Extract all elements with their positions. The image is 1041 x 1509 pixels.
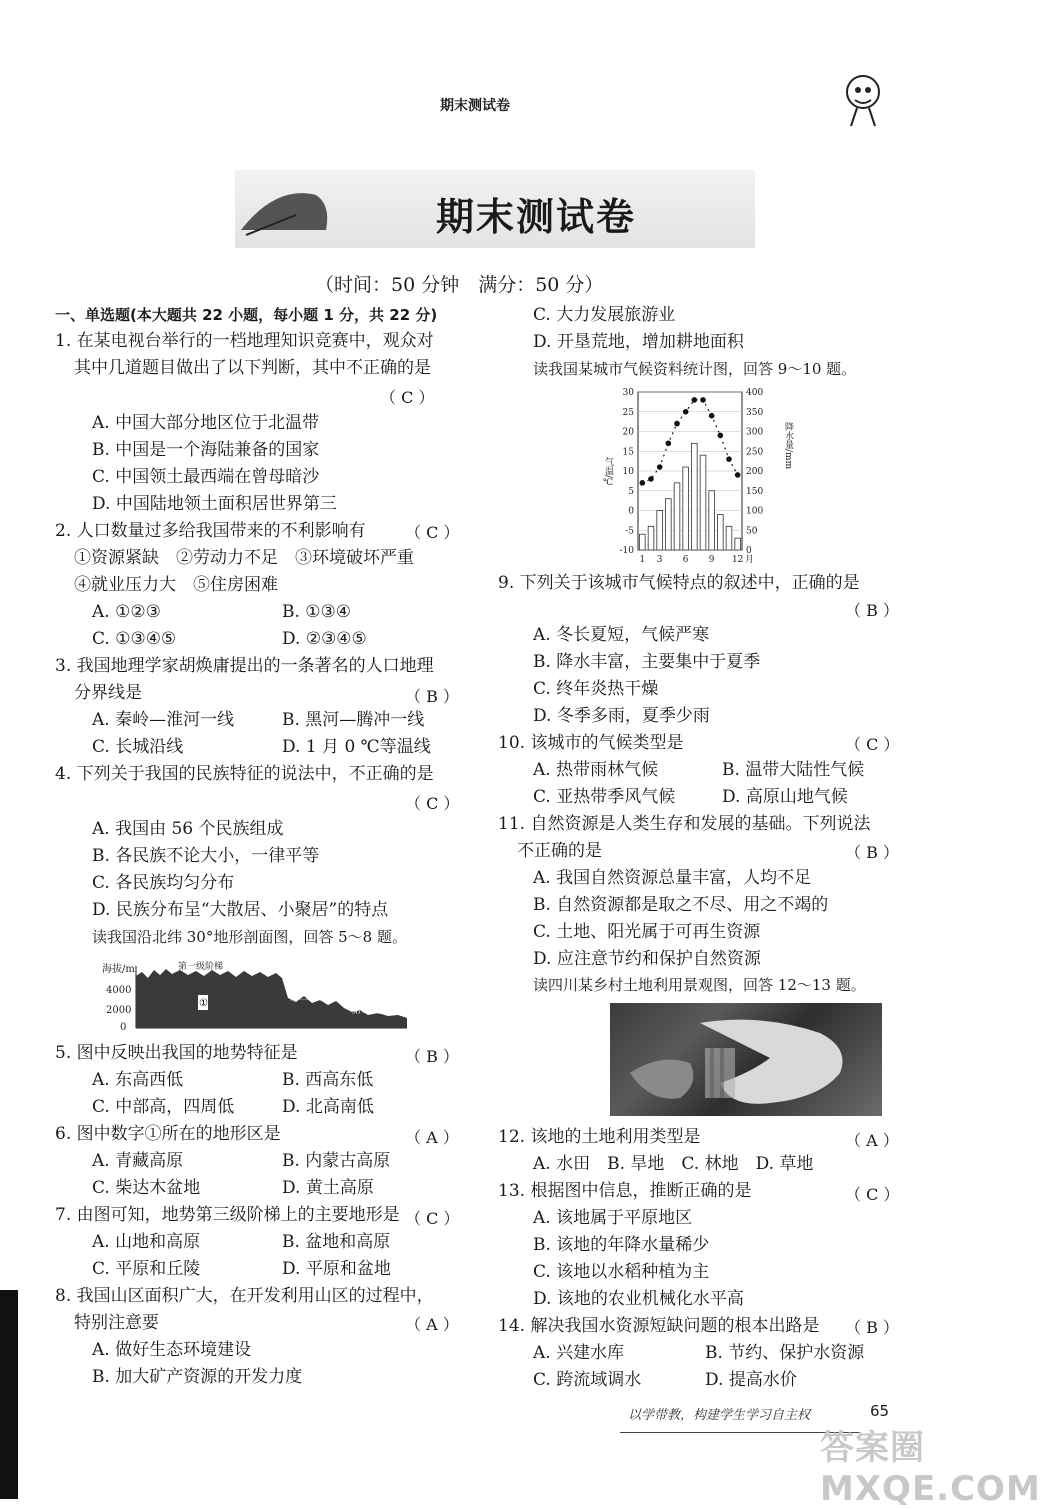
option: D. 应注意节约和保护自然资源 <box>533 949 761 969</box>
answer-mark: （ B ） <box>845 601 899 620</box>
option: B. 节约、保护水资源 <box>705 1343 865 1363</box>
chart-xtick: 1 <box>639 555 646 565</box>
option: A. 山地和高原 <box>92 1232 201 1252</box>
statement-list: ④就业压力大 ⑤住房困难 <box>74 575 278 595</box>
temperature-point <box>640 480 646 486</box>
option: A. 我国由 56 个民族组成 <box>92 819 284 839</box>
precip-bar <box>683 467 689 550</box>
chart-ytick-right: 300 <box>746 427 764 438</box>
question-stem: 10. 该城市的气候类型是 <box>498 733 684 753</box>
option: C. 大力发展旅游业 <box>533 305 676 325</box>
chart-ytick-right: 350 <box>746 407 764 418</box>
figure-caption: 读我国某城市气候资料统计图，回答 9～10 题。 <box>533 360 857 378</box>
precip-bar <box>700 455 706 550</box>
option: A. 兴建水库 <box>533 1343 625 1363</box>
question-stem: 14. 解决我国水资源短缺问题的根本出路是 <box>498 1316 820 1336</box>
answer-mark: （ C ） <box>845 735 900 754</box>
option: B. 各民族不论大小，一律平等 <box>92 846 320 866</box>
chart-ytick-left: 5 <box>628 486 634 497</box>
option: D. 高原山地气候 <box>722 787 848 807</box>
temperature-point <box>674 421 680 427</box>
terrain-profile-figure <box>102 958 412 1033</box>
option: C. 跨流域调水 <box>533 1370 642 1390</box>
answer-mark: （ C ） <box>405 523 460 542</box>
chart-ytick-left: 0 <box>628 506 634 517</box>
option: A. 东高西低 <box>92 1070 184 1090</box>
option: C. 亚热带季风气候 <box>533 787 676 807</box>
statement-list: ①资源紧缺 ②劳动力不足 ③环境破坏严重 <box>74 548 414 568</box>
option: B. ①③④ <box>282 602 352 622</box>
temperature-point <box>666 441 672 447</box>
option: D. 该地的农业机械化水平高 <box>533 1289 744 1309</box>
chart-ytick-right: 0 <box>746 546 752 556</box>
precip-bar <box>674 483 680 550</box>
profile-ytick: 0 <box>120 1022 127 1033</box>
precip-bar <box>666 499 672 550</box>
option: B. 温带大陆性气候 <box>722 760 865 780</box>
option: D. 中国陆地领土面积居世界第三 <box>92 494 337 514</box>
landscape-photo <box>610 1003 882 1116</box>
chart-ytick-left: 20 <box>622 427 634 438</box>
temperature-point <box>700 397 706 403</box>
option: C. 中部高，四周低 <box>92 1097 235 1117</box>
option: C. 柴达木盆地 <box>92 1178 201 1198</box>
option: C. 各民族均匀分布 <box>92 873 235 893</box>
answer-mark: （ C ） <box>405 794 460 813</box>
chart-xtick: 9 <box>708 555 715 565</box>
temperature-point <box>648 476 654 482</box>
chart-ytick-left: -5 <box>625 526 634 537</box>
chart-ytick-left: 15 <box>622 447 634 458</box>
question-stem: 2. 人口数量过多给我国带来的不利影响有 <box>55 521 366 541</box>
temperature-point <box>657 464 663 470</box>
precip-bar <box>718 514 724 550</box>
option: B. 中国是一个海陆兼备的国家 <box>92 440 320 460</box>
option: C. 土地、阳光属于可再生资源 <box>533 922 761 942</box>
binding-edge <box>0 1290 18 1499</box>
option: A. 做好生态环境建设 <box>92 1340 252 1360</box>
option: A. 热带雨林气候 <box>533 760 659 780</box>
chart-ytick-left: -10 <box>619 546 634 556</box>
temperature-point <box>726 456 732 462</box>
question-stem: 5. 图中反映出我国的地势特征是 <box>55 1043 298 1063</box>
option-row: A. 水田 B. 旱地 C. 林地 D. 草地 <box>533 1154 814 1174</box>
question-stem: 8. 我国山区面积广大，在开发利用山区的过程中， <box>55 1286 434 1306</box>
question-stem: 12. 该地的土地利用类型是 <box>498 1127 701 1147</box>
chart-xlabel: 月 <box>745 555 755 565</box>
chart-ytick-left: 10 <box>622 467 634 477</box>
precip-bar <box>735 538 741 550</box>
answer-mark: （ C ） <box>845 1185 900 1204</box>
option: A. 冬长夏短，气候严寒 <box>533 625 710 645</box>
question-stem: 不正确的是 <box>517 841 602 861</box>
precip-bar <box>640 534 646 550</box>
option: C. 长城沿线 <box>92 737 184 757</box>
question-stem: 11. 自然资源是人类生存和发展的基础。下列说法 <box>498 814 871 834</box>
option: B. 内蒙古高原 <box>282 1151 391 1171</box>
option: D. 开垦荒地，增加耕地面积 <box>533 332 744 352</box>
option: B. 盆地和高原 <box>282 1232 391 1252</box>
temperature-line <box>642 400 737 483</box>
option: B. 黑河—腾冲一线 <box>282 710 425 730</box>
question-stem: 特别注意要 <box>74 1313 159 1333</box>
temperature-point <box>692 397 698 403</box>
question-stem: 7. 由图可知，地势第三级阶梯上的主要地形是 <box>55 1205 400 1225</box>
option: D. 平原和盆地 <box>282 1259 391 1279</box>
option: A. 我国自然资源总量丰富，人均不足 <box>533 868 812 888</box>
precip-bar <box>726 526 732 550</box>
chart-xtick: 6 <box>682 555 689 565</box>
chart-ylabel-right: 降水量/mm <box>783 422 793 470</box>
temperature-point <box>683 409 689 415</box>
chart-ytick-right: 400 <box>746 388 764 398</box>
option: B. 加大矿产资源的开发力度 <box>92 1367 303 1387</box>
option: C. ①③④⑤ <box>92 629 177 649</box>
watermark: 答案圈 MXQE.COM <box>820 1428 1041 1509</box>
option: C. 该地以水稻种植为主 <box>533 1262 710 1282</box>
option: C. 中国领土最西端在曾母暗沙 <box>92 467 320 487</box>
step-label: 第二级阶梯 <box>290 993 336 1003</box>
precip-bar <box>692 443 698 550</box>
option: D. 民族分布呈“大散居、小聚居”的特点 <box>92 900 389 920</box>
climate-chart <box>600 382 800 567</box>
option: D. 黄土高原 <box>282 1178 374 1198</box>
temperature-point <box>718 433 724 439</box>
question-stem: 9. 下列关于该城市气候特点的叙述中，正确的是 <box>498 573 860 593</box>
precip-bar <box>648 526 654 550</box>
mascot-icon <box>835 70 895 130</box>
page-number: 65 <box>870 1402 890 1420</box>
figure-caption: 读我国沿北纬 30°地形剖面图，回答 5～8 题。 <box>92 928 407 946</box>
chart-ytick-right: 150 <box>746 486 764 497</box>
option: B. 该地的年降水量稀少 <box>533 1235 710 1255</box>
answer-mark: （ A ） <box>405 1315 459 1334</box>
option: A. 秦岭—淮河一线 <box>92 710 235 730</box>
question-stem: 6. 图中数字①所在的地形区是 <box>55 1124 281 1144</box>
option: C. 终年炎热干燥 <box>533 679 659 699</box>
running-header: 期末测试卷 <box>440 98 510 114</box>
answer-mark: （ B ） <box>405 1047 459 1066</box>
question-stem: 3. 我国地理学家胡焕庸提出的一条著名的人口地理 <box>55 656 434 676</box>
question-stem: 其中几道题目做出了以下判断，其中不正确的是 <box>74 358 431 378</box>
brush-decoration-icon <box>236 175 336 241</box>
answer-mark: （ A ） <box>845 1131 899 1150</box>
step-label: 第一级阶梯 <box>178 962 224 972</box>
chart-ytick-left: 30 <box>622 388 634 398</box>
question-stem: 13. 根据图中信息，推断正确的是 <box>498 1181 752 1201</box>
chart-ylabel-left: 气温/℃ <box>603 457 613 489</box>
precip-bar <box>657 511 663 551</box>
option: D. 冬季多雨，夏季少雨 <box>533 706 710 726</box>
chart-xtick: 3 <box>656 555 663 565</box>
answer-mark: （ C ） <box>405 1209 460 1228</box>
answer-mark: （ B ） <box>405 687 459 706</box>
temperature-point <box>709 413 715 419</box>
chart-ytick-right: 100 <box>746 506 764 517</box>
chart-ytick-right: 200 <box>746 467 764 477</box>
option: B. 自然资源都是取之不尽、用之不竭的 <box>533 895 829 915</box>
step-label: 第三级阶梯 <box>352 1006 398 1016</box>
answer-mark: （ A ） <box>405 1128 459 1147</box>
terrain-silhouette <box>136 969 407 1028</box>
answer-mark: （ B ） <box>845 843 899 862</box>
option: B. 西高东低 <box>282 1070 374 1090</box>
figure-caption: 读四川某乡村土地利用景观图，回答 12～13 题。 <box>533 976 866 994</box>
question-stem: 1. 在某电视台举行的一档地理知识竞赛中，观众对 <box>55 331 434 351</box>
option: A. ①②③ <box>92 602 161 622</box>
profile-ylabel: 海拔/m <box>102 964 135 975</box>
option: B. 降水丰富，主要集中于夏季 <box>533 652 761 672</box>
section-heading: 一、单选题(本大题共 22 小题，每小题 1 分，共 22 分) <box>55 306 438 324</box>
profile-ytick: 2000 <box>106 1005 132 1016</box>
answer-mark: （ B ） <box>845 1318 899 1337</box>
temperature-point <box>735 472 741 478</box>
answer-mark: （ C ） <box>380 388 435 407</box>
option: D. 提高水价 <box>705 1370 797 1390</box>
option: D. 1 月 0 ℃等温线 <box>282 737 431 757</box>
profile-ytick: 4000 <box>106 985 132 996</box>
chart-ytick-left: 25 <box>622 407 634 418</box>
exam-info: （时间：50 分钟 满分：50 分） <box>315 274 604 296</box>
footer-slogan: 以学带教，构建学生学习自主权 <box>628 1408 811 1423</box>
chart-ytick-right: 50 <box>746 526 758 537</box>
option: C. 平原和丘陵 <box>92 1259 201 1279</box>
option: A. 青藏高原 <box>92 1151 184 1171</box>
precip-bar <box>709 491 715 550</box>
option: D. 北高南低 <box>282 1097 374 1117</box>
chart-ytick-right: 250 <box>746 447 764 458</box>
page-title: 期末测试卷 <box>436 195 637 239</box>
option: A. 该地属于平原地区 <box>533 1208 693 1228</box>
chart-xtick: 12 <box>731 555 744 565</box>
question-stem: 分界线是 <box>74 683 142 703</box>
region-1-label: ① <box>199 998 208 1009</box>
option: A. 中国大部分地区位于北温带 <box>92 413 320 433</box>
question-stem: 4. 下列关于我国的民族特征的说法中，不正确的是 <box>55 764 434 784</box>
option: D. ②③④⑤ <box>282 629 367 649</box>
